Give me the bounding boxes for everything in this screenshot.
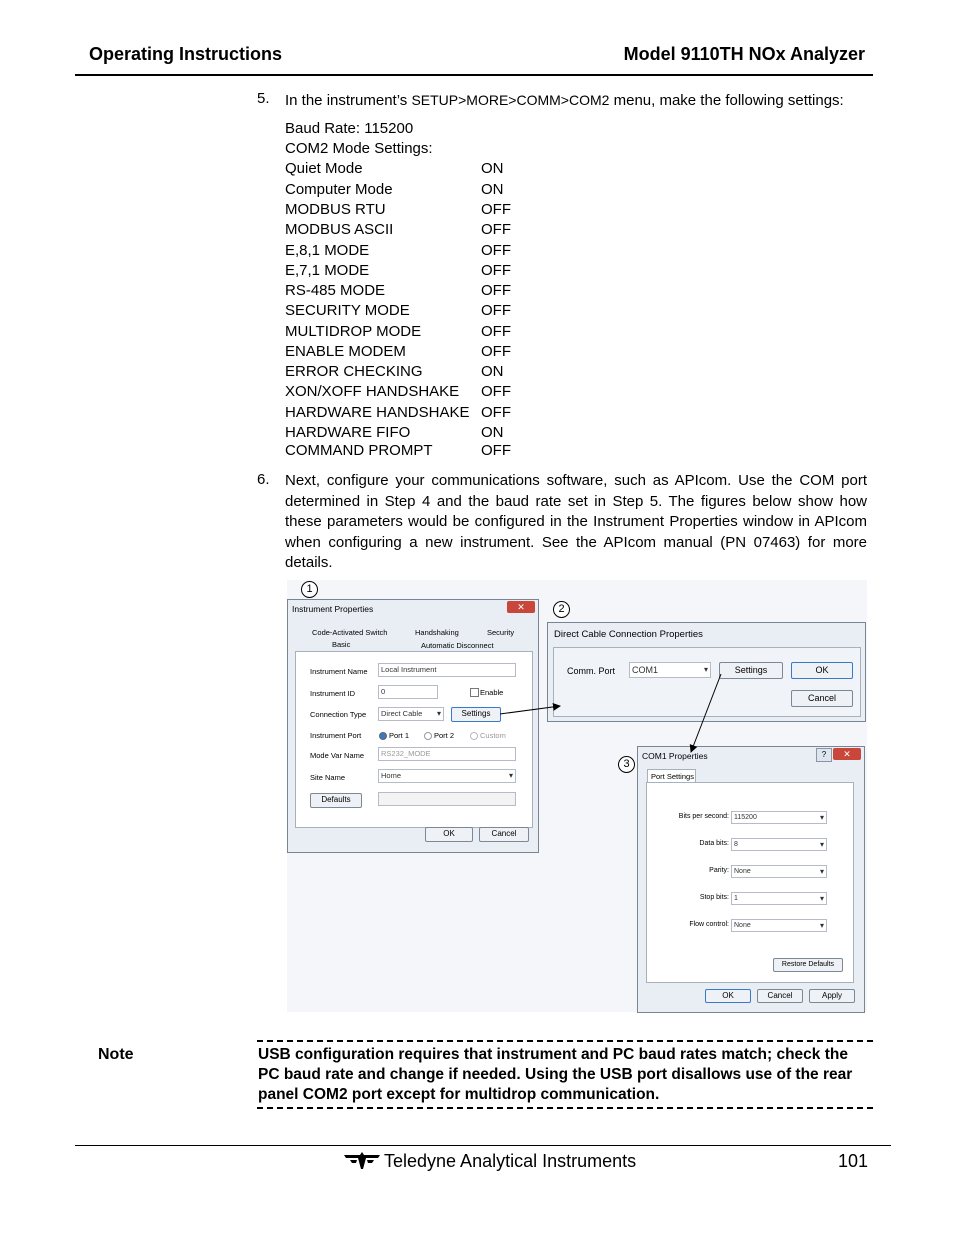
defaults-button[interactable]: Defaults	[310, 793, 362, 808]
arrow-settings-to-direct-cable	[500, 706, 560, 714]
setting-label: COMMAND PROMPT	[285, 442, 433, 459]
callout-1: 1	[301, 581, 318, 598]
setting-label: ENABLE MODEM	[285, 343, 406, 360]
comm-port-select[interactable]: COM1 ▾	[629, 662, 711, 678]
com1-properties-title: COM1 Properties	[642, 751, 708, 761]
close-icon[interactable]: ✕	[507, 601, 535, 613]
comm-port-label: Comm. Port	[567, 666, 616, 676]
tab-basic[interactable]: Basic	[332, 640, 351, 649]
header-rule	[75, 74, 873, 76]
setting-label: Quiet Mode	[285, 160, 363, 177]
setting-label: RS-485 MODE	[285, 282, 386, 299]
setting-value: OFF	[481, 442, 511, 459]
setting-label: MODBUS ASCII	[285, 221, 394, 238]
com1-field-select[interactable]: 1 ▾	[731, 892, 827, 905]
connection-type-label: Connection Type	[310, 710, 367, 719]
com2-mode-heading: COM2 Mode Settings:	[285, 140, 433, 157]
tab-code-activated-switch[interactable]: Code-Activated Switch	[312, 628, 388, 637]
footer-company: Teledyne Analytical Instruments	[384, 1151, 637, 1171]
ok-button[interactable]: OK	[425, 827, 473, 842]
site-name-label: Site Name	[310, 773, 346, 782]
setting-value: OFF	[481, 262, 511, 279]
setting-value: OFF	[481, 242, 511, 259]
setting-value: OFF	[481, 282, 511, 299]
com1-apply-button[interactable]: Apply	[809, 989, 855, 1003]
setting-label: HARDWARE FIFO	[285, 424, 411, 441]
page-number: 101	[838, 1151, 869, 1171]
instrument-id-label: Instrument ID	[310, 689, 356, 698]
baud-rate: Baud Rate: 115200	[285, 120, 414, 137]
callout-3: 3	[618, 756, 635, 773]
direct-cable-title: Direct Cable Connection Properties	[554, 629, 703, 640]
step-5-text	[285, 90, 867, 112]
step-6	[257, 471, 877, 581]
com1-field-label: Bits per second:	[678, 813, 729, 820]
header-model-title: Model 9110TH NOx Analyzer	[623, 44, 865, 64]
step-5-number: 5.	[257, 90, 270, 107]
step-6-number: 6.	[257, 471, 270, 488]
step-5-text-pre: In the instrument’s	[285, 92, 412, 109]
menu-path: SETUP>MORE>COMM>COM2	[411, 92, 610, 108]
com1-field-select[interactable]: None ▾	[731, 865, 827, 878]
tab-automatic-disconnect[interactable]: Automatic Disconnect	[421, 641, 494, 650]
close-icon[interactable]: ✕	[833, 748, 861, 760]
setting-value: OFF	[481, 302, 511, 319]
setting-value: OFF	[481, 343, 511, 360]
mode-var-label: Mode Var Name	[310, 751, 365, 760]
custom-label: Custom	[480, 731, 506, 740]
setting-label: XON/XOFF HANDSHAKE	[285, 383, 460, 400]
help-icon[interactable]: ?	[816, 748, 832, 762]
port-1-label: Port 1	[389, 731, 410, 740]
setting-value: OFF	[481, 404, 511, 421]
setting-value: ON	[481, 424, 504, 441]
com1-field-select[interactable]: 8 ▾	[731, 838, 827, 851]
note-bottom-rule	[257, 1107, 873, 1109]
com1-field-select[interactable]: 115200 ▾	[731, 811, 827, 824]
com1-cancel-button[interactable]: Cancel	[757, 989, 803, 1003]
teledyne-logo-icon	[344, 1152, 380, 1170]
tab-port-settings-label: Port Settings	[651, 772, 694, 781]
setting-label: MODBUS RTU	[285, 201, 386, 218]
setting-label: MULTIDROP MODE	[285, 323, 422, 340]
com1-field-label: Parity:	[709, 867, 729, 874]
note-text: USB configuration requires that instrument and PC baud rates match; check the PC baud rate and change if needed. Using the USB port disallows use of the rear panel COM2 port except for multidrop communication.	[258, 1046, 853, 1103]
step-5	[257, 90, 877, 110]
note-label: Note	[98, 1046, 134, 1063]
com1-ok-button[interactable]: OK	[705, 989, 751, 1003]
connection-settings-button[interactable]: Settings	[451, 707, 501, 722]
header-section-title: Operating Instructions	[89, 44, 283, 64]
instrument-id-input[interactable]: 0	[378, 685, 438, 699]
instrument-name-input[interactable]: Local Instrument	[378, 663, 516, 677]
setting-label: Computer Mode	[285, 181, 393, 198]
com1-field-label: Stop bits:	[699, 894, 729, 901]
enable-label: Enable	[480, 688, 504, 697]
setting-value: ON	[481, 363, 504, 380]
footer-rule	[75, 1145, 891, 1146]
tab-security[interactable]: Security	[487, 628, 515, 637]
site-name-select[interactable]: Home ▾	[378, 769, 516, 783]
comm-settings-button[interactable]: Settings	[719, 662, 783, 679]
arrow-settings-to-com1	[691, 674, 721, 752]
mode-var-input[interactable]: RS232_MODE	[378, 747, 516, 761]
setting-label: ERROR CHECKING	[285, 363, 423, 380]
setting-value: OFF	[481, 221, 511, 238]
com1-field-label: Data bits:	[699, 840, 729, 847]
step-6-text: Next, configure your communications software, such as APIcom. Use the COM port determined in Step 4 and the baud rate set in Step 5. The figures below show how these parameters would be configured in the Instrument Properties window in APIcom when configuring a new instrument. See the APIcom manual (PN 07463) for more details.	[285, 472, 867, 571]
setting-value: ON	[481, 160, 504, 177]
note-top-rule	[257, 1040, 873, 1042]
com1-field-label: Flow control:	[689, 921, 729, 928]
direct-cable-cancel-button[interactable]: Cancel	[791, 690, 853, 707]
com1-field-select[interactable]: None ▾	[731, 919, 827, 932]
setting-value: OFF	[481, 383, 511, 400]
connection-type-select[interactable]: Direct Cable ▾	[378, 707, 444, 721]
port-2-label: Port 2	[434, 731, 455, 740]
instrument-name-label: Instrument Name	[310, 667, 368, 676]
callout-2: 2	[553, 601, 570, 618]
setting-label: E,8,1 MODE	[285, 242, 370, 259]
apicom-figure	[287, 580, 867, 1012]
setting-value: ON	[481, 181, 504, 198]
cancel-button[interactable]: Cancel	[479, 827, 529, 842]
instrument-properties-title: Instrument Properties	[292, 604, 374, 614]
direct-cable-ok-button[interactable]: OK	[791, 662, 853, 679]
tab-handshaking[interactable]: Handshaking	[415, 628, 459, 637]
setting-label: E,7,1 MODE	[285, 262, 370, 279]
figure-arrows	[287, 580, 867, 1012]
step-5-text-post: menu, make the following settings:	[609, 92, 844, 109]
instrument-port-label: Instrument Port	[310, 731, 362, 740]
setting-label: SECURITY MODE	[285, 302, 410, 319]
restore-defaults-button[interactable]: Restore Defaults	[773, 958, 843, 972]
setting-value: OFF	[481, 201, 511, 218]
setting-value: OFF	[481, 323, 511, 340]
setting-label: HARDWARE HANDSHAKE	[285, 404, 470, 421]
